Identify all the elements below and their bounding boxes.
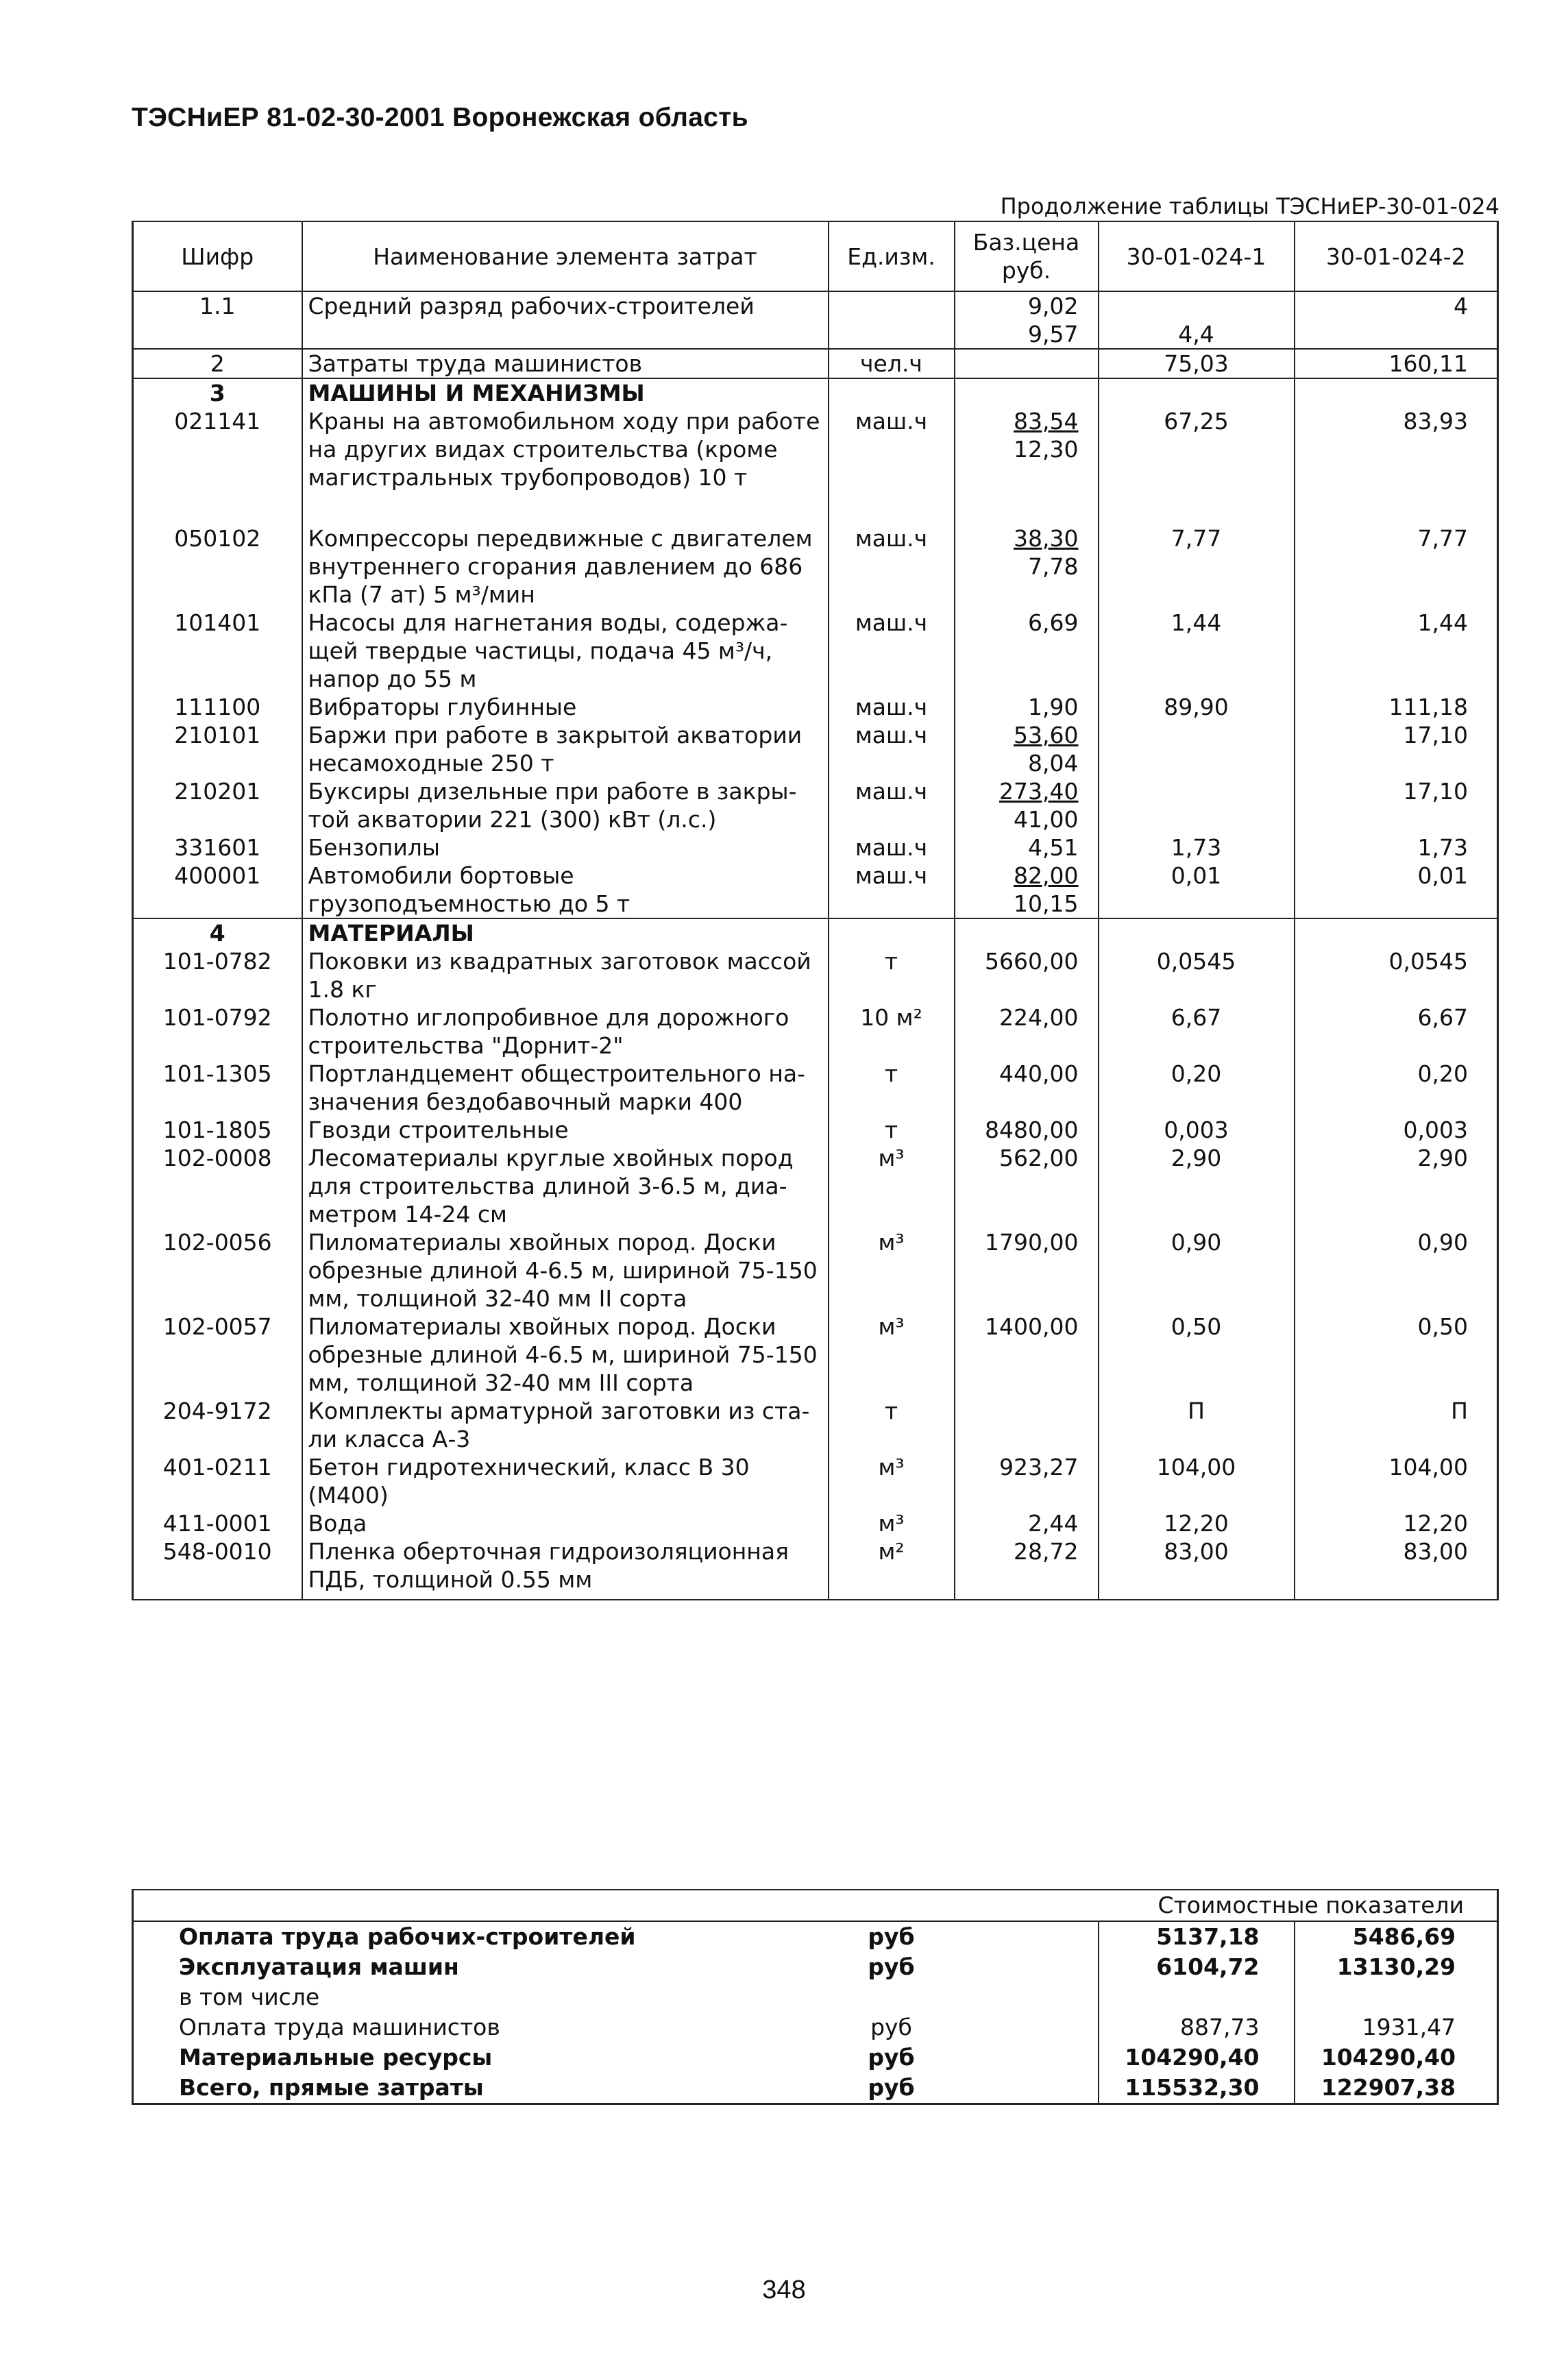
cell-code: 102-0056 bbox=[133, 1228, 302, 1313]
cell-unit bbox=[829, 291, 955, 320]
cell-price: 923,27 bbox=[955, 1453, 1099, 1509]
cell-code: 111100 bbox=[133, 693, 302, 721]
cell-unit: 10 м² bbox=[829, 1003, 955, 1060]
cell-unit: м³ bbox=[829, 1313, 955, 1397]
cell-code: 101401 bbox=[133, 609, 302, 693]
summary-v1: 115532,30 bbox=[1099, 2073, 1295, 2104]
cell-code: 2 bbox=[133, 349, 302, 378]
table-row bbox=[133, 407, 1498, 524]
summary-v1 bbox=[1099, 1982, 1295, 2012]
cell-code: 101-1305 bbox=[133, 1060, 302, 1116]
cell-v2: 0,20 bbox=[1295, 1060, 1498, 1116]
summary-row bbox=[133, 1982, 1498, 2012]
cell-code: 102-0057 bbox=[133, 1313, 302, 1397]
summary-v1: 104290,40 bbox=[1099, 2043, 1295, 2073]
cell-v2: 12,20 bbox=[1295, 1509, 1498, 1537]
summary-label: Всего, прямые затраты bbox=[133, 2073, 829, 2104]
cell-code: 101-0792 bbox=[133, 1003, 302, 1060]
price-current: 53,60 bbox=[1014, 722, 1079, 748]
cell-price: 4,51 bbox=[955, 833, 1099, 862]
summary-unit bbox=[829, 1982, 955, 2012]
cell-v2: 0,50 bbox=[1295, 1313, 1498, 1397]
cell-price: 2,44 bbox=[955, 1509, 1099, 1537]
cell-code: 204-9172 bbox=[133, 1397, 302, 1453]
summary-row bbox=[133, 2012, 1498, 2043]
table-row bbox=[133, 721, 1498, 777]
cell-price: 1400,00 bbox=[955, 1313, 1099, 1397]
cell-v1: 89,90 bbox=[1099, 693, 1295, 721]
table-row bbox=[133, 1144, 1498, 1228]
cell-name: Бензопилы bbox=[302, 833, 829, 862]
table-row bbox=[133, 1453, 1498, 1509]
cell-price: 8480,00 bbox=[955, 1116, 1099, 1144]
section-title: МАШИНЫ И МЕХАНИЗМЫ bbox=[302, 378, 829, 407]
price-current: 273,40 bbox=[999, 778, 1079, 805]
cell-name: Вода bbox=[302, 1509, 829, 1537]
cell-unit: маш.ч bbox=[829, 609, 955, 693]
table-row bbox=[133, 833, 1498, 862]
cell-name: Полотно иглопробивное для дорожного строительства "Дорнит-2" bbox=[302, 1003, 829, 1060]
section-row-materials bbox=[133, 918, 1498, 947]
cell-name bbox=[302, 320, 829, 349]
cell-unit: м³ bbox=[829, 1228, 955, 1313]
header-v2: 30-01-024-2 bbox=[1295, 221, 1498, 291]
cell-name: Вибраторы глубинные bbox=[302, 693, 829, 721]
cell-code: 411-0001 bbox=[133, 1509, 302, 1537]
table-row bbox=[133, 291, 1498, 320]
cell-code: 401-0211 bbox=[133, 1453, 302, 1509]
cell-v1: 6,67 bbox=[1099, 1003, 1295, 1060]
cell-v1: 2,90 bbox=[1099, 1144, 1295, 1228]
cell-code: 400001 bbox=[133, 862, 302, 918]
cell-price bbox=[955, 1397, 1099, 1453]
cell-v2: П bbox=[1295, 1397, 1498, 1453]
table-row bbox=[133, 1537, 1498, 1600]
cell-price: 9,02 bbox=[955, 291, 1099, 320]
cell-v1: 1,44 bbox=[1099, 609, 1295, 693]
cell-name: Затраты труда машинистов bbox=[302, 349, 829, 378]
table-row bbox=[133, 947, 1498, 1003]
table-row bbox=[133, 693, 1498, 721]
cell-v2: 83,93 bbox=[1295, 407, 1498, 524]
cell-v1: 67,25 bbox=[1099, 407, 1295, 524]
table-row bbox=[133, 349, 1498, 378]
cell-name: Портландцемент общестроительного на-значения бездобавочный марки 400 bbox=[302, 1060, 829, 1116]
price-base: 10,15 bbox=[1014, 890, 1079, 917]
summary-row bbox=[133, 2043, 1498, 2073]
cell-unit: т bbox=[829, 1060, 955, 1116]
cell-code: 021141 bbox=[133, 407, 302, 524]
table-row bbox=[133, 777, 1498, 833]
cost-summary-table bbox=[132, 1889, 1499, 2105]
cell-unit: маш.ч bbox=[829, 721, 955, 777]
cell-name: Компрессоры передвижные с двигателем внутреннего сгорания давлением до 686 кПа (7 ат) 5 м³/мин bbox=[302, 524, 829, 609]
cell-price: 5660,00 bbox=[955, 947, 1099, 1003]
cell-unit: т bbox=[829, 1397, 955, 1453]
cell-v2: 0,01 bbox=[1295, 862, 1498, 918]
summary-unit: руб bbox=[829, 1921, 955, 1952]
resource-table bbox=[132, 221, 1499, 1600]
cell-v2: 160,11 bbox=[1295, 349, 1498, 378]
header-name: Наименование элемента затрат bbox=[302, 221, 829, 291]
summary-unit: руб bbox=[829, 2073, 955, 2104]
cell-v1: 83,00 bbox=[1099, 1537, 1295, 1600]
cell-unit: маш.ч bbox=[829, 407, 955, 524]
summary-v1: 5137,18 bbox=[1099, 1921, 1295, 1952]
cell-name: Пиломатериалы хвойных пород. Доски обрезные длиной 4-6.5 м, шириной 75-150 мм, толщиной 32-40 мм II сорта bbox=[302, 1228, 829, 1313]
price-current: 83,54 bbox=[1014, 408, 1079, 435]
cell-v1: 0,01 bbox=[1099, 862, 1295, 918]
summary-caption-row bbox=[133, 1890, 1498, 1921]
page-number: 348 bbox=[762, 2276, 806, 2304]
cell-code: 210101 bbox=[133, 721, 302, 777]
cell-code: 1.1 bbox=[133, 291, 302, 320]
cell-unit: маш.ч bbox=[829, 693, 955, 721]
cell-v1: П bbox=[1099, 1397, 1295, 1453]
cell-v1 bbox=[1099, 777, 1295, 833]
cell-v1: 4,4 bbox=[1099, 320, 1295, 349]
cell-v2: 0,003 bbox=[1295, 1116, 1498, 1144]
cell-unit: маш.ч bbox=[829, 524, 955, 609]
cell-code: 101-1805 bbox=[133, 1116, 302, 1144]
summary-row bbox=[133, 1921, 1498, 1952]
price-current: 82,00 bbox=[1014, 862, 1079, 889]
header-code: Шифр bbox=[133, 221, 302, 291]
cell-unit: маш.ч bbox=[829, 862, 955, 918]
cell-v1: 75,03 bbox=[1099, 349, 1295, 378]
cell-name: Лесоматериалы круглые хвойных пород для строительства длиной 3-6.5 м, диа-метром 14-24 см bbox=[302, 1144, 829, 1228]
table-row bbox=[133, 1228, 1498, 1313]
cell-v2: 1,44 bbox=[1295, 609, 1498, 693]
cell-v2: 2,90 bbox=[1295, 1144, 1498, 1228]
cell-code: 102-0008 bbox=[133, 1144, 302, 1228]
cell-name: Баржи при работе в закрытой акватории несамоходные 250 т bbox=[302, 721, 829, 777]
price-base: 12,30 bbox=[1014, 436, 1079, 463]
cell-v1: 7,77 bbox=[1099, 524, 1295, 609]
summary-label: Эксплуатация машин bbox=[133, 1952, 829, 1982]
summary-row bbox=[133, 2073, 1498, 2104]
summary-v2: 122907,38 bbox=[1295, 2073, 1498, 2104]
cell-v2: 0,90 bbox=[1295, 1228, 1498, 1313]
cell-name: Пленка оберточная гидроизоляционная ПДБ, толщиной 0.55 мм bbox=[302, 1537, 829, 1600]
cell-unit: м² bbox=[829, 1537, 955, 1600]
cell-v2: 17,10 bbox=[1295, 777, 1498, 833]
cell-price: 6,69 bbox=[955, 609, 1099, 693]
cell-unit: т bbox=[829, 1116, 955, 1144]
cell-v1: 12,20 bbox=[1099, 1509, 1295, 1537]
cell-code: 331601 bbox=[133, 833, 302, 862]
cell-name: Бетон гидротехнический, класс В 30 (М400) bbox=[302, 1453, 829, 1509]
cell-v2: 4 bbox=[1295, 291, 1498, 320]
summary-unit: руб bbox=[868, 1953, 915, 1980]
summary-row bbox=[133, 1952, 1498, 1982]
cell-v1: 0,90 bbox=[1099, 1228, 1295, 1313]
table-row bbox=[133, 609, 1498, 693]
table-row bbox=[133, 1003, 1498, 1060]
cell-price bbox=[955, 524, 1099, 609]
table-row bbox=[133, 524, 1498, 609]
summary-unit: руб bbox=[868, 2044, 915, 2071]
cell-unit: маш.ч bbox=[829, 777, 955, 833]
summary-unit: руб bbox=[870, 2014, 912, 2040]
cell-unit: м³ bbox=[829, 1453, 955, 1509]
cell-price bbox=[955, 862, 1099, 918]
section-title: МАТЕРИАЛЫ bbox=[302, 918, 829, 947]
summary-v1: 6104,72 bbox=[1099, 1952, 1295, 1982]
cell-code: 050102 bbox=[133, 524, 302, 609]
cell-price bbox=[955, 721, 1099, 777]
header-unit: Ед.изм. bbox=[829, 221, 955, 291]
cell-v1: 104,00 bbox=[1099, 1453, 1295, 1509]
cell-unit: чел.ч bbox=[829, 349, 955, 378]
price-base: 41,00 bbox=[1014, 806, 1079, 833]
cell-v1 bbox=[1099, 291, 1295, 320]
cell-code: 548-0010 bbox=[133, 1537, 302, 1600]
table-row bbox=[133, 1116, 1498, 1144]
cell-name: Гвозди строительные bbox=[302, 1116, 829, 1144]
summary-v2 bbox=[1295, 1982, 1498, 2012]
cell-price bbox=[955, 777, 1099, 833]
cell-price: 1,90 bbox=[955, 693, 1099, 721]
summary-label: Оплата труда машинистов bbox=[133, 2012, 829, 2043]
summary-v2: 5486,69 bbox=[1295, 1921, 1498, 1952]
summary-v2: 13130,29 bbox=[1295, 1952, 1498, 1982]
cell-v1: 0,003 bbox=[1099, 1116, 1295, 1144]
cell-v2: 104,00 bbox=[1295, 1453, 1498, 1509]
table-header-row bbox=[133, 221, 1498, 291]
table-row bbox=[133, 862, 1498, 918]
cell-name: Поковки из квадратных заготовок массой 1.8 кг bbox=[302, 947, 829, 1003]
document-title: ТЭСНиЕР 81-02-30-2001 Воронежская область bbox=[132, 103, 748, 132]
cell-name: Буксиры дизельные при работе в закры-той акватории 221 (300) кВт (л.с.) bbox=[302, 777, 829, 833]
cell-name: Пиломатериалы хвойных пород. Доски обрезные длиной 4-6.5 м, шириной 75-150 мм, толщиной 32-40 мм III сорта bbox=[302, 1313, 829, 1397]
summary-caption: Стоимостные показатели bbox=[133, 1890, 1498, 1921]
summary-label: Материальные ресурсы bbox=[133, 2043, 829, 2073]
summary-label: Оплата труда рабочих-строителей bbox=[133, 1921, 829, 1952]
cell-name: Насосы для нагнетания воды, содержа-щей твердые частицы, подача 45 м³/ч, напор до 55 м bbox=[302, 609, 829, 693]
cell-code: 101-0782 bbox=[133, 947, 302, 1003]
cell-v2: 0,0545 bbox=[1295, 947, 1498, 1003]
section-row-machines bbox=[133, 378, 1498, 407]
cell-v1 bbox=[1099, 721, 1295, 777]
cell-v1: 0,20 bbox=[1099, 1060, 1295, 1116]
table-row bbox=[133, 1313, 1498, 1397]
cell-v2: 6,67 bbox=[1295, 1003, 1498, 1060]
table-continuation-caption: Продолжение таблицы ТЭСНиЕР-30-01-024 bbox=[1000, 193, 1499, 219]
table-row bbox=[133, 1397, 1498, 1453]
cell-unit: т bbox=[829, 947, 955, 1003]
cell-v1: 0,50 bbox=[1099, 1313, 1295, 1397]
cell-v2: 17,10 bbox=[1295, 721, 1498, 777]
cell-unit: маш.ч bbox=[829, 833, 955, 862]
section-number: 4 bbox=[133, 918, 302, 947]
cell-name: Средний разряд рабочих-строителей bbox=[302, 291, 829, 320]
cell-v2: 7,77 bbox=[1295, 524, 1498, 609]
cell-v1: 0,0545 bbox=[1099, 947, 1295, 1003]
cell-unit bbox=[829, 320, 955, 349]
table-row bbox=[133, 320, 1498, 349]
table-row bbox=[133, 1060, 1498, 1116]
cell-price: 562,00 bbox=[955, 1144, 1099, 1228]
summary-label: в том числе bbox=[133, 1982, 829, 2012]
table-row bbox=[133, 1509, 1498, 1537]
cell-price: 9,57 bbox=[955, 320, 1099, 349]
price-base: 7,78 bbox=[1028, 553, 1079, 580]
summary-v2: 1931,47 bbox=[1295, 2012, 1498, 2043]
summary-v1: 887,73 bbox=[1099, 2012, 1295, 2043]
cell-code: 210201 bbox=[133, 777, 302, 833]
summary-v2: 104290,40 bbox=[1295, 2043, 1498, 2073]
cell-v2: 83,00 bbox=[1295, 1537, 1498, 1600]
cell-unit: м³ bbox=[829, 1509, 955, 1537]
cell-price: 440,00 bbox=[955, 1060, 1099, 1116]
price-base: 8,04 bbox=[1028, 750, 1079, 777]
cell-name: Автомобили бортовые грузоподъемностью до 5 т bbox=[302, 862, 829, 918]
cell-name: Комплекты арматурной заготовки из ста-ли класса А-3 bbox=[302, 1397, 829, 1453]
cell-price bbox=[955, 407, 1099, 524]
cell-name: Краны на автомобильном ходу при работе на других видах строительства (кроме магистральных трубопроводов) 10 т bbox=[302, 407, 829, 524]
cell-price: 28,72 bbox=[955, 1537, 1099, 1600]
header-v1: 30-01-024-1 bbox=[1099, 221, 1295, 291]
section-number: 3 bbox=[133, 378, 302, 407]
cell-unit: м³ bbox=[829, 1144, 955, 1228]
header-price: Баз.цена руб. bbox=[955, 221, 1099, 291]
cell-v2: 111,18 bbox=[1295, 693, 1498, 721]
cell-v1: 1,73 bbox=[1099, 833, 1295, 862]
cell-v2 bbox=[1295, 320, 1498, 349]
cell-code bbox=[133, 320, 302, 349]
cell-v2: 1,73 bbox=[1295, 833, 1498, 862]
cell-price bbox=[955, 349, 1099, 378]
cell-price: 1790,00 bbox=[955, 1228, 1099, 1313]
cell-price: 224,00 bbox=[955, 1003, 1099, 1060]
price-current: 38,30 bbox=[1014, 525, 1079, 552]
